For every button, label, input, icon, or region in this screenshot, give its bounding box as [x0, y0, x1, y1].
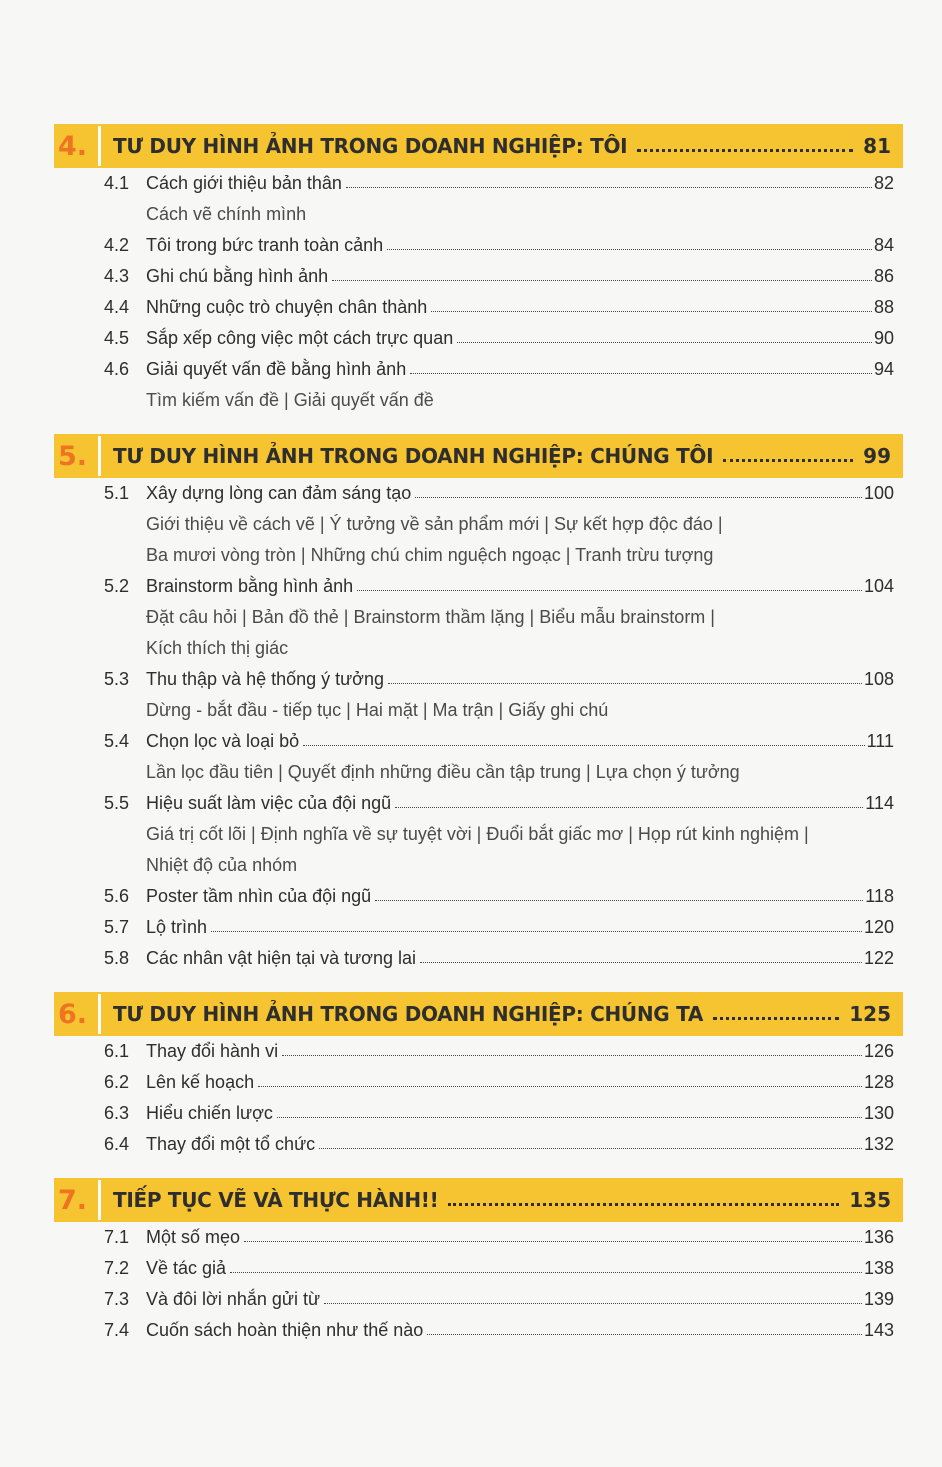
chapter-header-6[interactable]: [54, 992, 903, 1036]
chapter-title: TIẾP TỤC VẼ VÀ THỰC HÀNH!!: [113, 1188, 439, 1212]
dot-leader: [230, 1272, 862, 1273]
toc-entry-5-7[interactable]: [104, 910, 894, 938]
dot-leader: [244, 1241, 862, 1242]
chapter-header-4[interactable]: [54, 124, 903, 168]
dot-leader: [387, 249, 872, 250]
entry-title: Hiểu chiến lược: [146, 1103, 273, 1123]
entry-number: 6.4: [104, 1134, 130, 1154]
entry-page: 84: [873, 235, 894, 255]
dot-leader: [319, 1148, 862, 1149]
entry-title: Thay đổi hành vi: [146, 1041, 279, 1061]
entry-title: Các nhân vật hiện tại và tương lai: [146, 948, 417, 968]
toc-entry-7-3[interactable]: [104, 1282, 894, 1310]
toc-subtopics: Giá trị cốt lõi | Định nghĩa về sự tuyệt vời | Đuổi bắt giấc mơ | Họp rút kinh nghiệm |: [146, 824, 809, 844]
chapter-divider: [98, 1180, 101, 1220]
entry-page: 88: [873, 297, 894, 317]
entry-number: 5.1: [104, 483, 130, 503]
chapter-title: TƯ DUY HÌNH ẢNH TRONG DOANH NGHIỆP: TÔI: [113, 134, 628, 158]
dot-leader: [303, 745, 865, 746]
entry-number: 6.1: [104, 1041, 130, 1061]
entry-number: 7.1: [104, 1227, 130, 1247]
entry-number: 4.1: [104, 173, 130, 193]
dot-leader: [427, 1334, 862, 1335]
dot-leader: [346, 187, 872, 188]
dot-leader: [277, 1117, 862, 1118]
chapter-title: TƯ DUY HÌNH ẢNH TRONG DOANH NGHIỆP: CHÚNG TÔI: [113, 444, 714, 468]
dot-leader: [723, 457, 853, 462]
toc-subtopics: Nhiệt độ của nhóm: [146, 855, 298, 875]
entry-title: Sắp xếp công việc một cách trực quan: [146, 328, 454, 348]
dot-leader: [410, 373, 872, 374]
dot-leader: [282, 1055, 862, 1056]
toc-entry-4-3[interactable]: [104, 259, 894, 287]
entry-page: 90: [873, 328, 894, 348]
chapter-divider: [98, 436, 101, 476]
entry-page: 139: [863, 1289, 894, 1309]
entry-page: 120: [863, 917, 894, 937]
chapter-header-5[interactable]: [54, 434, 903, 478]
toc-subtopics: Giới thiệu về cách vẽ | Ý tưởng về sản phẩm mới | Sự kết hợp độc đáo |: [146, 514, 723, 534]
toc-subtopics: Lần lọc đầu tiên | Quyết định những điều cần tập trung | Lựa chọn ý tưởng: [146, 762, 740, 782]
entry-number: 4.4: [104, 297, 130, 317]
chapter-page: 99: [863, 444, 891, 468]
entry-title: Brainstorm bằng hình ảnh: [146, 576, 354, 596]
entry-page: 130: [863, 1103, 894, 1123]
entry-title: Lộ trình: [146, 917, 208, 937]
toc-entry-5-5[interactable]: [104, 786, 894, 814]
toc-entry-6-1[interactable]: [104, 1034, 894, 1062]
entry-page: 100: [863, 483, 894, 503]
entry-number: 7.2: [104, 1258, 130, 1278]
entry-title: Và đôi lời nhắn gửi từ: [146, 1289, 320, 1309]
entry-page: 128: [863, 1072, 894, 1092]
dot-leader: [375, 900, 863, 901]
toc-entry-5-6[interactable]: [104, 879, 894, 907]
entry-number: 6.3: [104, 1103, 130, 1123]
toc-entry-6-3[interactable]: [104, 1096, 894, 1124]
entry-page: 94: [873, 359, 894, 379]
toc-subtopics: Đặt câu hỏi | Bản đồ thẻ | Brainstorm thầm lặng | Biểu mẫu brainstorm |: [146, 607, 715, 627]
entry-title: Xây dựng lòng can đảm sáng tạo: [146, 483, 412, 503]
entry-page: 114: [865, 793, 894, 813]
toc-entry-4-6[interactable]: [104, 352, 894, 380]
entry-title: Lên kế hoạch: [146, 1072, 255, 1092]
toc-entry-4-1[interactable]: [104, 166, 894, 194]
chapter-page: 135: [849, 1188, 891, 1212]
toc-entry-5-8[interactable]: [104, 941, 894, 969]
toc-entry-4-2[interactable]: [104, 228, 894, 256]
dot-leader: [332, 280, 872, 281]
entry-title: Giải quyết vấn đề bằng hình ảnh: [146, 359, 407, 379]
entry-title: Về tác giả: [146, 1258, 227, 1278]
chapter-page: 125: [849, 1002, 891, 1026]
entry-title: Những cuộc trò chuyện chân thành: [146, 297, 428, 317]
dot-leader: [415, 497, 862, 498]
entry-title: Cách giới thiệu bản thân: [146, 173, 342, 193]
toc-entry-7-1[interactable]: [104, 1220, 894, 1248]
entry-number: 4.3: [104, 266, 130, 286]
dot-leader: [448, 1201, 839, 1206]
dot-leader: [457, 342, 872, 343]
chapter-divider: [98, 126, 101, 166]
dot-leader: [357, 590, 862, 591]
entry-number: 4.2: [104, 235, 130, 255]
dot-leader: [258, 1086, 862, 1087]
chapter-divider: [98, 994, 101, 1034]
entry-page: 118: [865, 886, 894, 906]
toc-entry-7-2[interactable]: [104, 1251, 894, 1279]
entry-page: 82: [873, 173, 894, 193]
dot-leader: [324, 1303, 862, 1304]
toc-entry-7-4[interactable]: [104, 1313, 894, 1341]
toc-entry-5-4[interactable]: [104, 724, 894, 752]
chapter-number: 5.: [58, 440, 88, 472]
dot-leader: [211, 931, 862, 932]
entry-title: Một số mẹo: [146, 1227, 241, 1247]
toc-subtopics: Tìm kiếm vấn đề | Giải quyết vấn đề: [146, 390, 434, 410]
entry-number: 7.3: [104, 1289, 130, 1309]
entry-number: 4.5: [104, 328, 130, 348]
toc-entry-5-1[interactable]: [104, 476, 894, 504]
toc-entry-4-5[interactable]: [104, 321, 894, 349]
toc-subtopics: Kích thích thị giác: [146, 638, 289, 658]
toc-entry-4-4[interactable]: [104, 290, 894, 318]
chapter-page: 81: [863, 134, 891, 158]
entry-page: 136: [863, 1227, 894, 1247]
entry-page: 122: [863, 948, 894, 968]
entry-title: Ghi chú bằng hình ảnh: [146, 266, 329, 286]
entry-title: Poster tầm nhìn của đội ngũ: [146, 886, 372, 906]
entry-page: 132: [863, 1134, 894, 1154]
entry-page: 111: [866, 731, 894, 751]
toc-entry-6-2[interactable]: [104, 1065, 894, 1093]
toc-entry-6-4[interactable]: [104, 1127, 894, 1155]
entry-number: 5.5: [104, 793, 130, 813]
entry-number: 5.4: [104, 731, 130, 751]
chapter-title: TƯ DUY HÌNH ẢNH TRONG DOANH NGHIỆP: CHÚNG TA: [113, 1002, 704, 1026]
dot-leader: [713, 1015, 839, 1020]
entry-number: 5.6: [104, 886, 130, 906]
toc-entry-5-2[interactable]: [104, 569, 894, 597]
toc-entry-5-3[interactable]: [104, 662, 894, 690]
dot-leader: [388, 683, 862, 684]
toc-subtopics: Ba mươi vòng tròn | Những chú chim nguệch ngoạc | Tranh trừu tượng: [146, 545, 714, 565]
chapter-number: 4.: [58, 130, 88, 162]
entry-page: 143: [863, 1320, 894, 1340]
entry-number: 5.7: [104, 917, 130, 937]
entry-number: 5.3: [104, 669, 130, 689]
entry-number: 5.2: [104, 576, 130, 596]
dot-leader: [420, 962, 862, 963]
entry-number: 6.2: [104, 1072, 130, 1092]
entry-title: Cuốn sách hoàn thiện như thế nào: [146, 1320, 424, 1340]
chapter-header-7[interactable]: [54, 1178, 903, 1222]
entry-page: 126: [863, 1041, 894, 1061]
entry-title: Thay đổi một tổ chức: [146, 1134, 316, 1154]
entry-title: Thu thập và hệ thống ý tưởng: [146, 669, 385, 689]
toc-subtopics: Dừng - bắt đầu - tiếp tục | Hai mặt | Ma trận | Giấy ghi chú: [146, 700, 609, 720]
toc-subtopics: Cách vẽ chính mình: [146, 204, 307, 224]
entry-title: Tôi trong bức tranh toàn cảnh: [146, 235, 384, 255]
dot-leader: [637, 147, 853, 152]
entry-page: 108: [863, 669, 894, 689]
entry-title: Hiệu suất làm việc của đội ngũ: [146, 793, 392, 813]
dot-leader: [395, 807, 863, 808]
entry-number: 7.4: [104, 1320, 130, 1340]
entry-number: 5.8: [104, 948, 130, 968]
dot-leader: [431, 311, 872, 312]
entry-page: 86: [873, 266, 894, 286]
entry-page: 104: [863, 576, 894, 596]
entry-page: 138: [863, 1258, 894, 1278]
entry-number: 4.6: [104, 359, 130, 379]
entry-title: Chọn lọc và loại bỏ: [146, 731, 300, 751]
chapter-number: 7.: [58, 1184, 88, 1216]
chapter-number: 6.: [58, 998, 88, 1030]
